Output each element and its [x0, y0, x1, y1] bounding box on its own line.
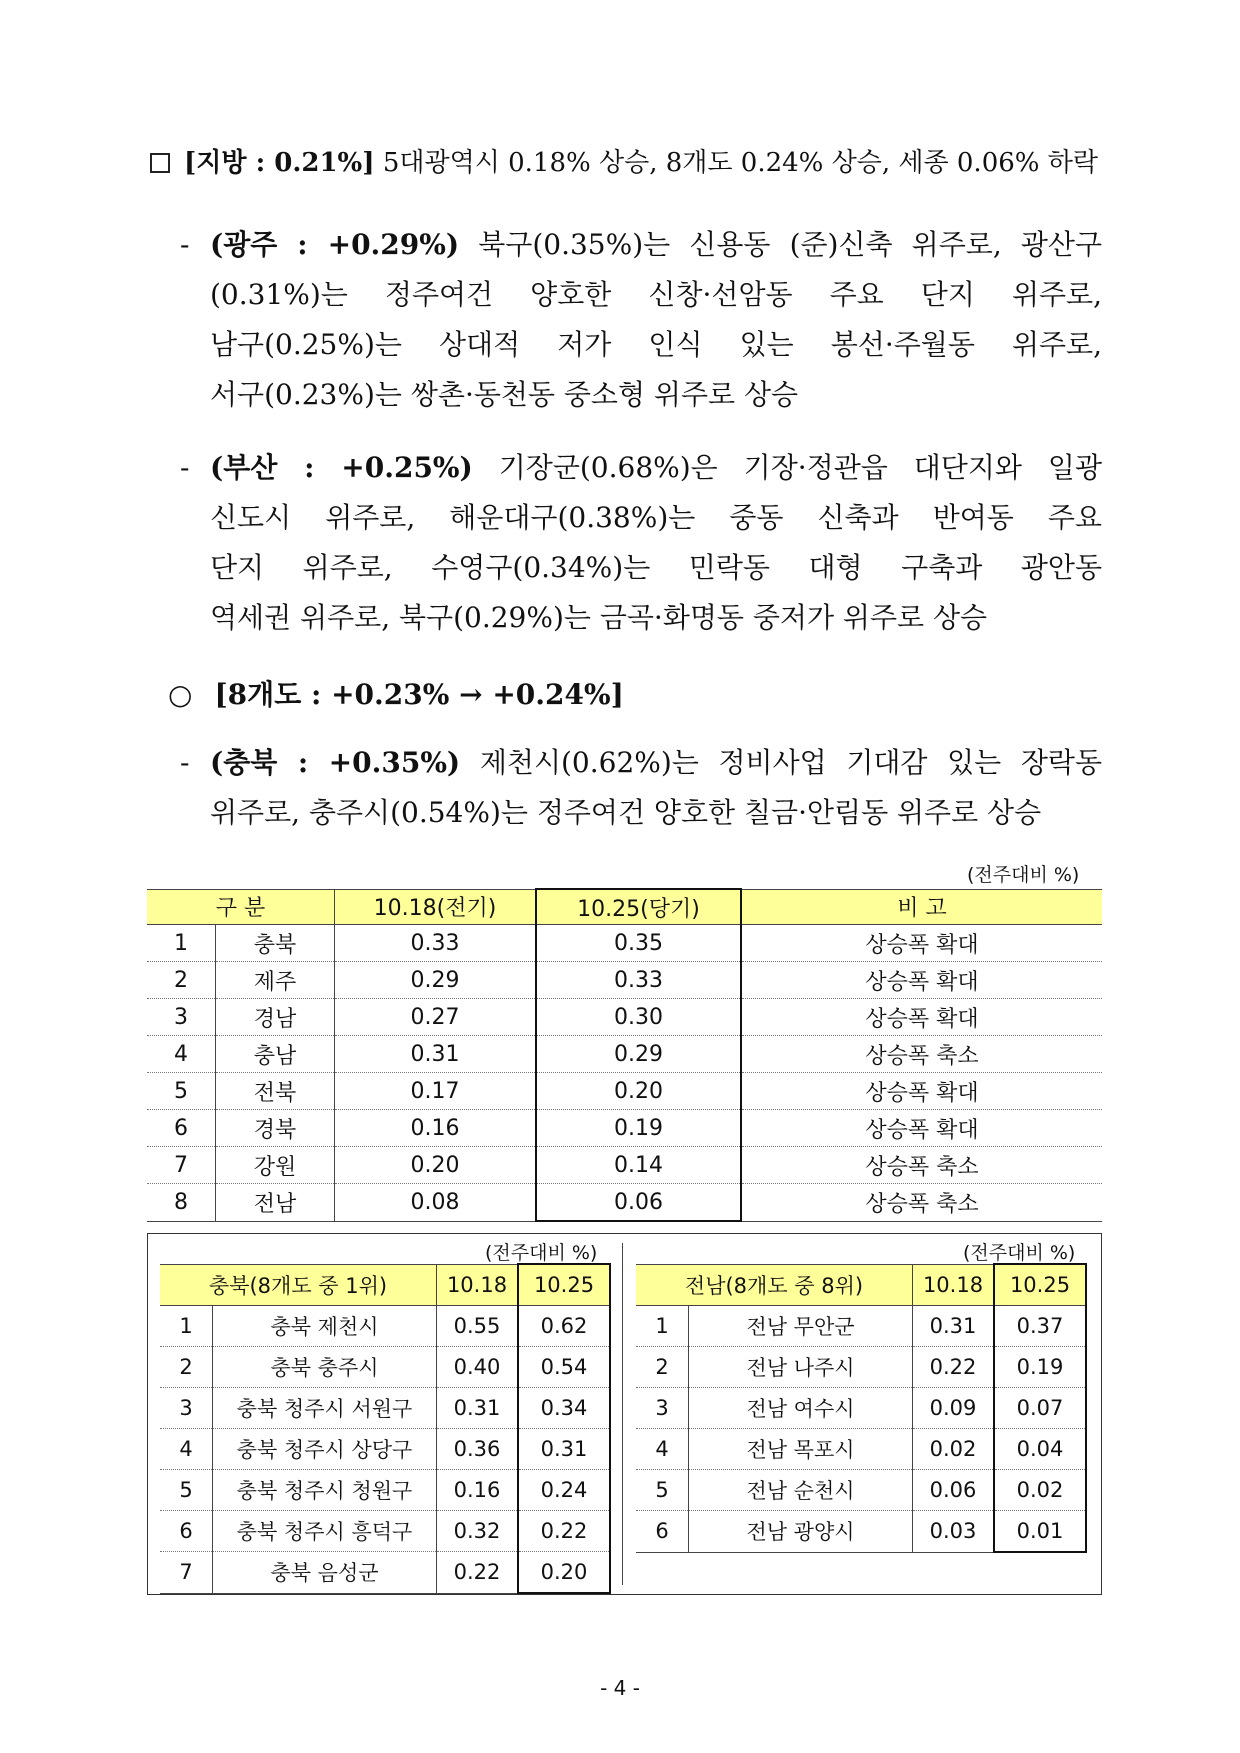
table-header-row — [147, 889, 1102, 925]
region-cell: 전남 광양시 — [689, 1511, 913, 1553]
region-cell: 충북 청주시 흥덕구 — [213, 1511, 437, 1552]
rank-cell: 7 — [160, 1552, 213, 1594]
table-row — [147, 999, 1102, 1036]
rank-cell: 1 — [160, 1306, 213, 1347]
province-ranking-table — [147, 888, 1102, 1222]
prev-value-cell: 0.08 — [335, 1184, 537, 1222]
table-row — [147, 925, 1102, 962]
prev-value-cell: 0.29 — [335, 962, 537, 999]
rank-cell: 3 — [636, 1388, 689, 1429]
paragraph-gwangju — [180, 220, 1102, 420]
para-line-text: 북구(0.35%)는 신용동 (준)신축 위주로, 광산구 — [478, 228, 1102, 261]
rank-cell: 5 — [147, 1073, 216, 1110]
remark-cell: 상승폭 확대 — [741, 1110, 1102, 1147]
header-prev-week: 10.18 — [437, 1264, 519, 1306]
rank-cell: 7 — [147, 1147, 216, 1184]
curr-value-cell: 0.24 — [518, 1470, 610, 1511]
header-category: 구 분 — [147, 889, 335, 925]
left-table-unit-note: (전주대비 %) — [485, 1242, 598, 1264]
dash-bullet: - — [180, 451, 190, 484]
prev-value-cell: 0.27 — [335, 999, 537, 1036]
para-line-text: 제천시(0.62%)는 정비사업 기대감 있는 장락동 — [479, 746, 1103, 779]
section-heading — [150, 143, 1100, 183]
prev-value-cell: 0.16 — [437, 1470, 519, 1511]
prev-value-cell: 0.06 — [913, 1470, 995, 1511]
box-divider — [622, 1243, 623, 1585]
prev-value-cell: 0.36 — [437, 1429, 519, 1470]
table-row — [160, 1347, 610, 1388]
prev-value-cell: 0.17 — [335, 1073, 537, 1110]
prev-value-cell: 0.16 — [335, 1110, 537, 1147]
para-line: 위주로, 충주시(0.54%)는 정주여건 양호한 칠금·안림동 위주로 상승 — [210, 796, 1042, 829]
province-cell: 전북 — [216, 1073, 335, 1110]
para-line: 신도시 위주로, 해운대구(0.38%)는 중동 신축과 반여동 주요 — [210, 501, 1102, 534]
table-row — [147, 1073, 1102, 1110]
region-cell: 충북 음성군 — [213, 1552, 437, 1594]
curr-value-cell: 0.30 — [536, 999, 741, 1036]
header-jeonnam-rank: 전남(8개도 중 8위) — [636, 1264, 913, 1306]
header-this-week: 10.25 — [518, 1264, 610, 1306]
para-line: 서구(0.23%)는 쌍촌·동천동 중소형 위주로 상승 — [210, 378, 799, 411]
table-row — [636, 1388, 1086, 1429]
prev-value-cell: 0.32 — [437, 1511, 519, 1552]
curr-value-cell: 0.62 — [518, 1306, 610, 1347]
province-cell: 경남 — [216, 999, 335, 1036]
region-cell: 전남 나주시 — [689, 1347, 913, 1388]
prev-value-cell: 0.33 — [335, 925, 537, 962]
curr-value-cell: 0.34 — [518, 1388, 610, 1429]
table-row — [147, 1036, 1102, 1073]
province-cell: 경북 — [216, 1110, 335, 1147]
region-cell: 전남 무안군 — [689, 1306, 913, 1347]
prev-value-cell: 0.22 — [437, 1552, 519, 1594]
rank-cell: 6 — [160, 1511, 213, 1552]
province-cell: 전남 — [216, 1184, 335, 1222]
region-cell: 충북 제천시 — [213, 1306, 437, 1347]
circle-bullet-icon: ○ — [168, 678, 193, 711]
prev-value-cell: 0.40 — [437, 1347, 519, 1388]
para-line — [210, 220, 1102, 270]
header-prev-week: 10.18 — [913, 1264, 995, 1306]
table-row — [160, 1429, 610, 1470]
para-line: 역세권 위주로, 북구(0.29%)는 금곡·화명동 중저가 위주로 상승 — [210, 601, 988, 634]
header-remarks: 비 고 — [741, 889, 1102, 925]
curr-value-cell: 0.20 — [536, 1073, 741, 1110]
region-cell: 전남 목포시 — [689, 1429, 913, 1470]
rank-cell: 3 — [160, 1388, 213, 1429]
para-label: (충북 : +0.35%) — [210, 746, 461, 779]
rank-cell: 2 — [636, 1347, 689, 1388]
subheading-text: [8개도 : +0.23% → +0.24%] — [214, 678, 624, 711]
curr-value-cell: 0.31 — [518, 1429, 610, 1470]
prev-value-cell: 0.31 — [913, 1306, 995, 1347]
para-line-text: 기장군(0.68%)은 기장·정관읍 대단지와 일광 — [498, 451, 1102, 484]
region-cell: 충북 청주시 청원구 — [213, 1470, 437, 1511]
rank-cell: 4 — [160, 1429, 213, 1470]
heading-text: 5대광역시 0.18% 상승, 8개도 0.24% 상승, 세종 0.06% 하락 — [382, 148, 1098, 178]
curr-value-cell: 0.19 — [994, 1347, 1086, 1388]
header-this-week: 10.25(당기) — [536, 889, 741, 925]
table-row — [147, 1110, 1102, 1147]
province-cell: 충북 — [216, 925, 335, 962]
table-row — [636, 1470, 1086, 1511]
curr-value-cell: 0.54 — [518, 1347, 610, 1388]
remark-cell: 상승폭 확대 — [741, 925, 1102, 962]
province-cell: 충남 — [216, 1036, 335, 1073]
curr-value-cell: 0.02 — [994, 1470, 1086, 1511]
remark-cell: 상승폭 확대 — [741, 1073, 1102, 1110]
rank-cell: 8 — [147, 1184, 216, 1222]
region-cell: 충북 청주시 서원구 — [213, 1388, 437, 1429]
rank-cell: 2 — [160, 1347, 213, 1388]
table-row — [147, 962, 1102, 999]
curr-value-cell: 0.29 — [536, 1036, 741, 1073]
region-cell: 충북 충주시 — [213, 1347, 437, 1388]
table-header-row — [636, 1264, 1086, 1306]
rank-cell: 1 — [636, 1306, 689, 1347]
remark-cell: 상승폭 축소 — [741, 1147, 1102, 1184]
curr-value-cell: 0.37 — [994, 1306, 1086, 1347]
curr-value-cell: 0.07 — [994, 1388, 1086, 1429]
prev-value-cell: 0.22 — [913, 1347, 995, 1388]
rank-cell: 6 — [147, 1110, 216, 1147]
curr-value-cell: 0.19 — [536, 1110, 741, 1147]
table-header-row — [160, 1264, 610, 1306]
prev-value-cell: 0.02 — [913, 1429, 995, 1470]
rank-cell: 4 — [636, 1429, 689, 1470]
para-line: (0.31%)는 정주여건 양호한 신창·선암동 주요 단지 위주로, — [210, 278, 1102, 311]
prev-value-cell: 0.55 — [437, 1306, 519, 1347]
remark-cell: 상승폭 확대 — [741, 999, 1102, 1036]
checkbox-square-icon — [150, 153, 170, 173]
prev-value-cell: 0.31 — [437, 1388, 519, 1429]
heading-label: [지방 : 0.21%] — [184, 148, 375, 178]
table-row — [636, 1306, 1086, 1347]
table-row — [636, 1511, 1086, 1553]
header-this-week: 10.25 — [994, 1264, 1086, 1306]
table-row — [160, 1388, 610, 1429]
curr-value-cell: 0.14 — [536, 1147, 741, 1184]
table-row — [160, 1306, 610, 1347]
subheading-8-provinces — [168, 670, 624, 720]
para-label: (광주 : +0.29%) — [210, 228, 460, 261]
region-cell: 충북 청주시 상당구 — [213, 1429, 437, 1470]
table-row — [147, 1184, 1102, 1222]
prev-value-cell: 0.03 — [913, 1511, 995, 1553]
remark-cell: 상승폭 축소 — [741, 1036, 1102, 1073]
curr-value-cell: 0.33 — [536, 962, 741, 999]
curr-value-cell: 0.35 — [536, 925, 741, 962]
table-row — [160, 1552, 610, 1594]
remark-cell: 상승폭 축소 — [741, 1184, 1102, 1222]
curr-value-cell: 0.01 — [994, 1511, 1086, 1553]
rank-cell: 3 — [147, 999, 216, 1036]
curr-value-cell: 0.06 — [536, 1184, 741, 1222]
right-table-unit-note: (전주대비 %) — [963, 1242, 1076, 1264]
curr-value-cell: 0.20 — [518, 1552, 610, 1594]
rank-cell: 5 — [636, 1470, 689, 1511]
prev-value-cell: 0.31 — [335, 1036, 537, 1073]
curr-value-cell: 0.04 — [994, 1429, 1086, 1470]
rank-cell: 5 — [160, 1470, 213, 1511]
para-line: 단지 위주로, 수영구(0.34%)는 민락동 대형 구축과 광안동 — [210, 551, 1102, 584]
rank-cell: 4 — [147, 1036, 216, 1073]
prev-value-cell: 0.20 — [335, 1147, 537, 1184]
table-row — [636, 1347, 1086, 1388]
table-row — [636, 1429, 1086, 1470]
table-unit-note: (전주대비 %) — [967, 864, 1080, 886]
paragraph-chungbuk — [180, 738, 1102, 838]
rank-cell: 2 — [147, 962, 216, 999]
table-row — [160, 1470, 610, 1511]
prev-value-cell: 0.09 — [913, 1388, 995, 1429]
para-line: 남구(0.25%)는 상대적 저가 인식 있는 봉선·주월동 위주로, — [210, 328, 1102, 361]
province-cell: 제주 — [216, 962, 335, 999]
table-row — [160, 1511, 610, 1552]
rank-cell: 6 — [636, 1511, 689, 1553]
para-label: (부산 : +0.25%) — [210, 451, 473, 484]
rank-cell: 1 — [147, 925, 216, 962]
remark-cell: 상승폭 확대 — [741, 962, 1102, 999]
paragraph-busan — [180, 443, 1102, 643]
para-line — [210, 738, 1102, 788]
header-prev-week: 10.18(전기) — [335, 889, 537, 925]
page-number: - 4 - — [600, 1676, 640, 1700]
dash-bullet: - — [180, 228, 190, 261]
curr-value-cell: 0.22 — [518, 1511, 610, 1552]
jeonnam-detail-table — [636, 1263, 1087, 1553]
table-row — [147, 1147, 1102, 1184]
header-chungbuk-rank: 충북(8개도 중 1위) — [160, 1264, 437, 1306]
region-cell: 전남 여수시 — [689, 1388, 913, 1429]
region-cell: 전남 순천시 — [689, 1470, 913, 1511]
dash-bullet: - — [180, 746, 190, 779]
para-line — [210, 443, 1102, 493]
chungbuk-detail-table — [160, 1263, 611, 1594]
province-cell: 강원 — [216, 1147, 335, 1184]
